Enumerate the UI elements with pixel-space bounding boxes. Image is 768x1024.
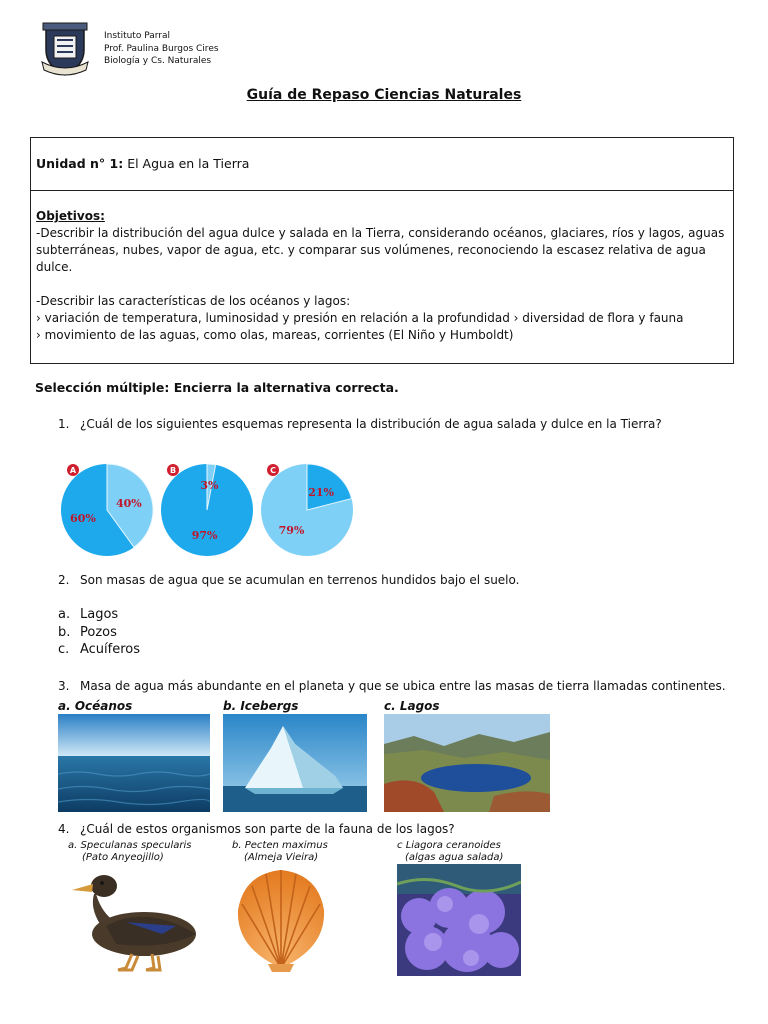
teacher-name: Prof. Paulina Burgos Cires [104,43,219,54]
school-name: Instituto Parral [104,31,171,41]
question-number: 4. [58,822,70,836]
caption-duck: a. Speculanas specularis (Pato Anyeojillo) [68,840,192,863]
objective-2-item-2: › movimiento de las aguas, como olas, mareas, corrientes (El Niño y Humboldt) [36,328,514,342]
pie-C-main-label: 79% [278,523,305,537]
question-2-options [58,606,140,659]
question-3 [58,679,726,693]
unit-label: Unidad n° 1: [36,156,124,171]
page-title: Guía de Repaso Ciencias Naturales [246,87,522,103]
caption-scallop: b. Pecten maximus (Almeja Vieira) [232,840,328,863]
duck-image[interactable] [66,864,206,974]
question-text: ¿Cuál de los siguientes esquemas representa la distribución de agua salada y dulce en la Tierra? [80,417,662,431]
algae-image[interactable] [397,864,521,976]
question-text: Son masas de agua que se acumulan en terrenos hundidos bajo el suelo. [80,573,520,587]
option-c[interactable]: c. Acuíferos [58,642,141,657]
pie-A-small-label: 40% [115,496,142,510]
box-divider [31,190,733,191]
objectives-heading: Objetivos: [36,209,105,223]
caption-oceans: a. Océanos [58,699,133,713]
pie-C-badge-label: C [270,466,276,475]
unit-name: El Agua en la Tierra [127,156,250,171]
question-number: 1. [58,417,70,431]
pie-charts [60,454,370,560]
pie-C-small-label: 21% [308,485,334,499]
objectives [36,208,728,344]
subject-name: Biología y Cs. Naturales [104,56,212,66]
objective-2: -Describir las características de los océanos y lagos: [36,294,351,308]
pie-A-badge-label: A [69,466,77,475]
option-a[interactable]: a. Lagos [58,607,119,622]
pie-B-small-label: 3% [200,478,219,492]
pie-B-main-label: 97% [191,529,218,543]
iceberg-image[interactable] [223,714,367,812]
option-b[interactable]: b. Pozos [58,624,117,640]
question-text: Masa de agua más abundante en el planeta y que se ubica entre las masas de tierra llamadas continentes. [80,679,726,693]
caption-algae: c Liagora ceranoides (algas agua salada) [397,840,504,863]
unit-box [30,137,734,364]
unit-line [36,156,249,171]
question-number: 2. [58,573,70,587]
objective-1: -Describir la distribución del agua dulce y salada en la Tierra, considerando océanos, glaciares, ríos y lagos, aguas subterráneas, nubes, vapor de agua, etc. y comparar sus volúmenes, reconociendo la escasez relativa de agua dulce. [36,226,725,274]
pie-A-main-label: 60% [70,511,96,525]
question-number: 3. [58,679,70,693]
scallop-image[interactable] [232,864,330,974]
section-instructions: Selección múltiple: Encierra la alternativa correcta. [35,380,399,395]
question-text: ¿Cuál de estos organismos son parte de la fauna de los lagos? [80,822,455,836]
school-header [104,30,219,68]
pie-B-badge-label: B [169,466,177,475]
objective-2-item-1: › variación de temperatura, luminosidad y presión en relación a la profundidad › diversidad de flora y fauna [36,311,684,325]
caption-lakes: c. Lagos [384,699,440,713]
question-2 [58,573,519,587]
question-4 [58,822,455,836]
lake-image[interactable] [384,714,550,812]
school-logo [40,20,90,78]
caption-icebergs: b. Icebergs [223,699,299,713]
question-1 [58,417,662,431]
ocean-image[interactable] [58,714,210,812]
